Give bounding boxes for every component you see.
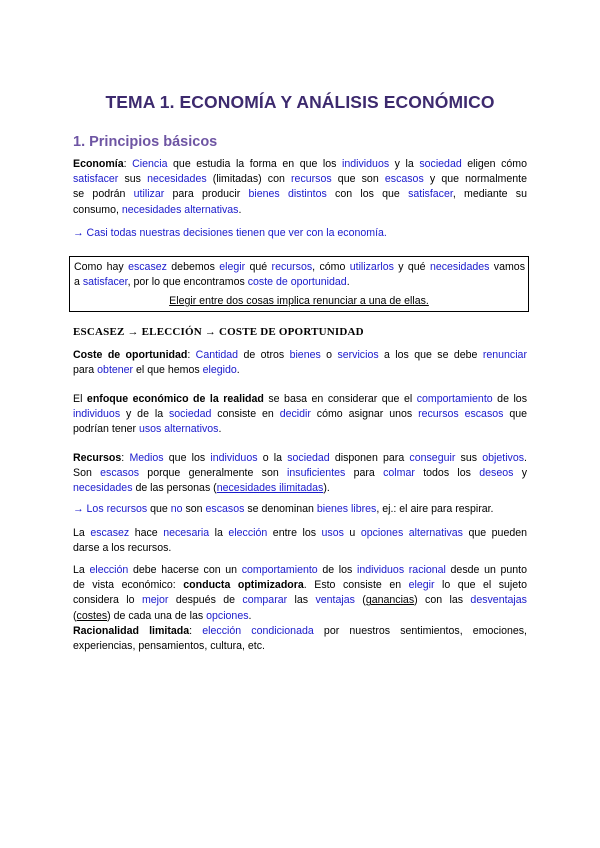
keyword: costes (76, 609, 108, 622)
text: , cómo (312, 261, 350, 273)
text: Como hay (74, 261, 129, 273)
text: a los que se debe (378, 349, 483, 361)
keyword: recursos (271, 261, 313, 273)
keyword: utilizar (133, 188, 165, 201)
keyword: necesidades ilimitadas (216, 482, 324, 495)
text: de vista económico: (73, 579, 184, 592)
text: ( (354, 594, 366, 607)
keyword: colmar (383, 467, 415, 480)
keyword: obtener (97, 364, 134, 377)
keyword: necesidades (147, 173, 207, 186)
keyword: escasez (90, 527, 130, 539)
keyword: decidir (279, 408, 311, 421)
text: lo que el sujeto (434, 579, 528, 592)
text: La (73, 527, 91, 539)
keyword: necesidades alternativas (121, 203, 239, 216)
text-line (73, 609, 527, 624)
keyword: necesidades (73, 482, 133, 495)
keyword: sociedad (419, 158, 462, 170)
text: que (503, 408, 527, 421)
text-line (73, 563, 527, 578)
text: de las personas ( (132, 482, 217, 495)
page-title: TEMA 1. ECONOMÍA Y ANÁLISIS ECONÓMICO (105, 92, 495, 112)
text: o (320, 349, 338, 361)
text: , mediante su (452, 188, 527, 201)
keyword: servicios (337, 349, 379, 361)
text: para (73, 364, 98, 377)
keyword: objetivos (482, 452, 525, 464)
text-line (73, 502, 527, 517)
text-line (73, 157, 527, 172)
text: desde un punto (445, 564, 528, 576)
text: se basa en considerar que el (263, 393, 417, 405)
keyword: Ciencia (132, 158, 168, 170)
escasez-paragraph (73, 526, 527, 556)
keyword: recursos (291, 173, 332, 186)
text: darse a los recursos. (73, 542, 172, 555)
keyword: necesaria (163, 527, 210, 539)
keyword: no (170, 503, 183, 515)
recursos-paragraph (73, 451, 527, 497)
text: u (343, 527, 361, 539)
section-heading: 1. Principios básicos (73, 134, 218, 150)
libres-paragraph (73, 502, 527, 517)
text-line (73, 422, 527, 437)
keyword: deseos (479, 467, 514, 480)
text: y la (389, 158, 420, 170)
keyword: escasez (128, 261, 167, 273)
text: que pueden (462, 527, 528, 539)
keyword: elegido (202, 364, 237, 377)
text: considera lo (73, 594, 142, 607)
term: Recursos (73, 452, 122, 464)
keyword: individuos (73, 408, 121, 421)
text: porque generalmente son (139, 467, 288, 480)
text-line (73, 578, 527, 593)
text: y qué (393, 261, 430, 273)
text: . Esto consiste en (303, 579, 409, 592)
text: por nuestros sentimientos, emociones, (313, 624, 527, 637)
keyword: conseguir (409, 452, 456, 464)
keyword: opciones alternativas (360, 527, 463, 539)
term: conducta optimizadora (183, 579, 304, 592)
text: , por lo que encontramos (127, 276, 248, 289)
keyword: individuos (210, 452, 258, 464)
text-line (73, 451, 527, 466)
term: enfoque económico de la realidad (86, 393, 264, 405)
text: La (73, 564, 90, 576)
keyword: ganancias (365, 594, 415, 607)
text: el que hemos (133, 364, 203, 377)
text: (limitadas) con (206, 173, 292, 186)
keyword: usos (321, 527, 344, 539)
text: : (121, 452, 130, 464)
keyword: mejor (141, 594, 169, 607)
text: , ej.: el aire para respirar. (376, 503, 494, 515)
text-line (73, 407, 527, 422)
text: experiencias, pensamientos, cultura, etc. (73, 640, 265, 653)
keyword: elección (89, 564, 129, 576)
keyword: individuos (342, 158, 390, 170)
text-line: → Casi todas nuestras decisiones tienen que ver con la economía. (73, 227, 387, 239)
text: eligen cómo (461, 158, 528, 170)
text: que (147, 503, 171, 515)
text-line (74, 275, 525, 290)
keyword: utilizarlos (349, 261, 394, 273)
text: . (346, 276, 350, 289)
text: que los (163, 452, 211, 464)
keyword: recursos (106, 503, 148, 515)
text: ) de cada una de las (107, 609, 207, 622)
keyword: elegir (219, 261, 246, 273)
text: y (513, 467, 527, 480)
text: todos los (414, 467, 480, 480)
text: consiste en (211, 408, 280, 421)
keyword: sociedad (287, 452, 330, 464)
text: ( (73, 609, 77, 622)
box-conclusion: Elegir entre dos cosas implica renunciar a una de ellas. (169, 295, 429, 307)
text: sus (455, 452, 483, 464)
text-line (73, 639, 527, 654)
text: después de (168, 594, 243, 607)
text: Son (73, 467, 101, 480)
keyword: comparar (242, 594, 288, 607)
text: : (189, 624, 203, 637)
text: . (218, 423, 222, 436)
text: para producir (164, 188, 249, 201)
keyword: desventajas (470, 594, 527, 607)
text: se denominan (244, 503, 317, 515)
enfoque-paragraph (73, 392, 527, 438)
text-line (73, 363, 527, 378)
text-line (73, 526, 527, 541)
text: : (187, 349, 196, 361)
text-line (73, 624, 527, 639)
keyword: individuos (357, 564, 405, 576)
text-line (73, 481, 527, 496)
keyword: elegir (408, 579, 435, 592)
escasez-chain: ESCASEZ → ELECCIÓN → COSTE DE OPORTUNIDAD (73, 326, 364, 338)
text: . (238, 203, 242, 216)
eleccion-paragraph (73, 563, 527, 654)
text: se podrán (73, 188, 134, 201)
keyword: satisfacer (408, 188, 453, 201)
text: hace (129, 527, 164, 539)
keyword: usos alternativos (138, 423, 219, 436)
text-line (73, 203, 527, 218)
text: debe hacerse con un (128, 564, 242, 576)
keyword: elección condicionada (202, 624, 314, 637)
text-line (73, 541, 527, 556)
text-line (73, 187, 527, 202)
text: . (236, 364, 240, 377)
decisiones-note (73, 226, 527, 241)
escasez-box (69, 256, 529, 312)
keyword: bienes distintos (248, 188, 327, 201)
text: ) con las (414, 594, 471, 607)
term: Coste de oportunidad (73, 349, 188, 361)
term: Economía (73, 158, 124, 170)
text: podrían tener (73, 423, 139, 436)
text-line (73, 172, 527, 187)
text: que estudia la forma en que los (167, 158, 343, 170)
text: ). (323, 482, 330, 495)
text: consumo, (73, 203, 122, 216)
keyword: Medios (129, 452, 164, 464)
text: para (345, 467, 384, 480)
keyword: elección (228, 527, 268, 539)
text: la (209, 527, 229, 539)
keyword: bienes (289, 349, 321, 361)
box-paragraph (74, 260, 525, 290)
keyword: escasos (384, 173, 424, 186)
text-line (73, 593, 527, 608)
coste-paragraph (73, 348, 527, 378)
term: Racionalidad limitada (73, 624, 190, 637)
keyword: recursos escasos (418, 408, 504, 421)
text: cómo asignar unos (310, 408, 419, 421)
text-line (73, 348, 527, 363)
text: . (248, 609, 252, 622)
text: . (524, 452, 527, 464)
text: debemos (166, 261, 220, 273)
keyword: escasos (100, 467, 140, 480)
keyword: Cantidad (195, 349, 239, 361)
text: con los que (326, 188, 409, 201)
text: que son (331, 173, 385, 186)
text: sus (118, 173, 148, 186)
text: entre los (267, 527, 322, 539)
text-line (74, 260, 525, 275)
text: y de la (120, 408, 169, 421)
text: y que normalmente (423, 173, 527, 186)
keyword: renunciar (482, 349, 527, 361)
text: vamos (489, 261, 525, 273)
text: de otros (238, 349, 290, 361)
keyword: sociedad (168, 408, 212, 421)
keyword: opciones (206, 609, 249, 622)
text: qué (245, 261, 272, 273)
text: de los (492, 393, 527, 405)
keyword: bienes libres (316, 503, 377, 515)
text: El (73, 393, 87, 405)
keyword: racional (404, 564, 446, 576)
text: a (74, 276, 83, 289)
text: : (123, 158, 133, 170)
text: disponen para (329, 452, 410, 464)
keyword: ventajas (315, 594, 355, 607)
keyword: necesidades (429, 261, 490, 273)
keyword: coste de oportunidad (247, 276, 347, 289)
text-line (73, 392, 527, 407)
keyword: satisfacer (82, 276, 128, 289)
text: de los (317, 564, 357, 576)
text: son (182, 503, 206, 515)
keyword: comportamiento (416, 393, 493, 405)
text-line (73, 466, 527, 481)
keyword: insuficientes (287, 467, 346, 480)
keyword: comportamiento (241, 564, 318, 576)
economia-paragraph (73, 157, 527, 218)
text: → Los (73, 503, 107, 515)
text: las (287, 594, 316, 607)
text: o la (257, 452, 288, 464)
keyword: escasos (205, 503, 245, 515)
keyword: satisfacer (73, 173, 119, 186)
